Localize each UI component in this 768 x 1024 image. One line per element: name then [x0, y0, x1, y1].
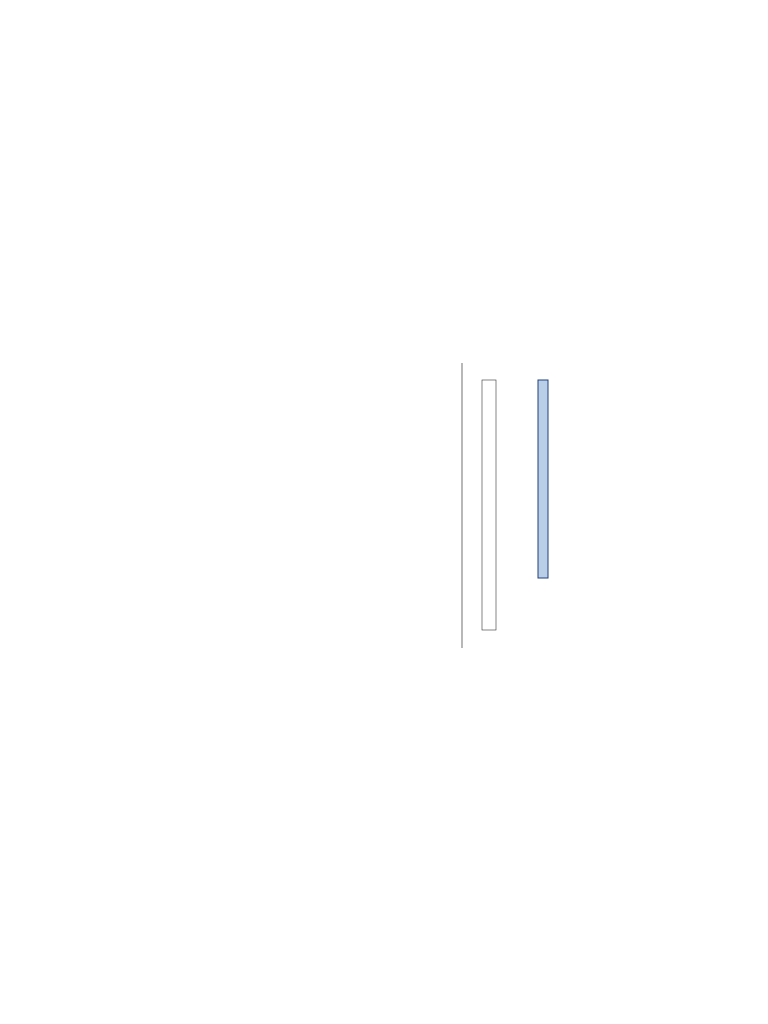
subsection-heading [394, 727, 714, 740]
borehole-figure [430, 358, 730, 668]
section-heading-introduction [55, 360, 375, 373]
left-column [55, 356, 375, 431]
subsection-heading [394, 702, 714, 715]
right-column [394, 696, 714, 750]
borehole-column [482, 380, 496, 630]
borehole-profile-svg [430, 358, 730, 668]
section-heading-design [55, 385, 375, 398]
test-pile [538, 380, 548, 578]
subsection-heading [55, 408, 375, 421]
